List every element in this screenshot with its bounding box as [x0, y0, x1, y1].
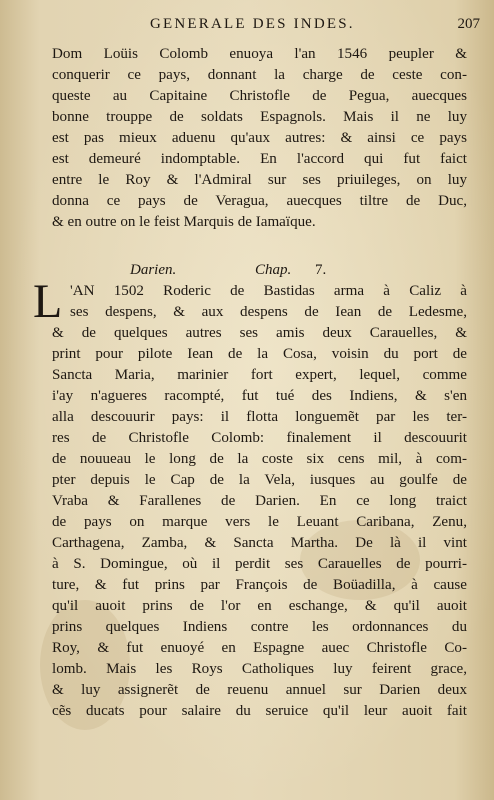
text-line: & de quelques autres ses amis deux Carauelles, &	[52, 325, 467, 341]
text-line: queste au Capitaine Christofle de Pegua, auecques	[52, 88, 467, 104]
paragraph-2	[33, 275, 467, 722]
chapter-number: 7.	[315, 262, 327, 278]
text-line: à S. Domingue, où il perdit ses Carauelles de pourri-	[52, 556, 467, 572]
text-line: & luy assignerẽt de reuenu annuel sur Darien deux	[52, 682, 467, 698]
text-line: est pas mieux aduenu qu'aux autres: & ainsi ce pays	[52, 130, 467, 146]
text-line: bonne trouppe de soldats Espagnols. Mais il ne luy	[52, 109, 467, 125]
section-place-name: Darien.	[130, 262, 177, 278]
running-head	[0, 16, 494, 38]
text-line: de pays on marque vers le Leuant Caribana, Zenu,	[52, 514, 467, 530]
text-line: Carthagena, Zamba, & Sancta Martha. De là il vint	[52, 535, 467, 551]
text-line: ture, & fut prins par François de Boüadilla, à cause	[52, 577, 467, 593]
text-line: donna ce pays de Veragua, auecques tiltre de Duc,	[52, 193, 467, 209]
text-line: de nouueau le long de la coste six cens mil, à com-	[52, 451, 467, 467]
page-number: 207	[457, 16, 480, 32]
chapter-label: Chap.	[255, 262, 292, 278]
running-head-title: GENERALE DES INDES.	[150, 16, 355, 32]
text-line: pter depuis le Cap de la Vela, iusques au goulfe de	[52, 472, 467, 488]
text-line: Sancta Maria, marinier fort expert, lequel, comme	[52, 367, 467, 383]
text-line: conquerir ce pays, donnant la charge de ceste con-	[52, 67, 467, 83]
text-line: Dom Loüis Colomb enuoya l'an 1546 peupler &	[52, 46, 467, 62]
text-line: & en outre on le feist Marquis de Iamaïque.	[52, 214, 316, 230]
text-line: ses despens, & aux despens de Iean de Ledesme,	[70, 304, 467, 320]
text-line: qu'il auoit prins de l'or en eschange, & qu'il auoit	[52, 598, 467, 614]
text-line: Roy, & fut enuoyé en Espagne auec Christofle Co-	[52, 640, 467, 656]
text-line: lomb. Mais les Roys Catholiques luy feirent grace,	[52, 661, 467, 677]
text-line: entre le Roy & l'Admiral sur ses priuileges, on luy	[52, 172, 467, 188]
text-line: prins quelques Indiens contre les ordonnances du	[52, 619, 467, 635]
text-line: alla descouurir pays: il flotta longuemẽt par les ter-	[52, 409, 467, 425]
paragraph-1	[52, 44, 467, 233]
text-line: i'ay n'agueres racompté, fut tué des Indiens, & s'en	[52, 388, 467, 404]
section-heading	[130, 262, 330, 282]
text-line: cẽs ducats pour salaire du seruice qu'il leur auoit fait	[52, 703, 467, 719]
text-line: res de Christofle Colomb: finalement il descouurit	[52, 430, 467, 446]
drop-cap-initial: L	[33, 275, 63, 328]
text-line: Vraba & Farallenes de Darien. En ce long traict	[52, 493, 467, 509]
text-line: est demeuré indomptable. En l'accord qui fut faict	[52, 151, 467, 167]
text-line: print pour pilote Iean de la Cosa, voisin du port de	[52, 346, 467, 362]
text-line: 'AN 1502 Roderic de Bastidas arma à Caliz à	[70, 283, 467, 299]
